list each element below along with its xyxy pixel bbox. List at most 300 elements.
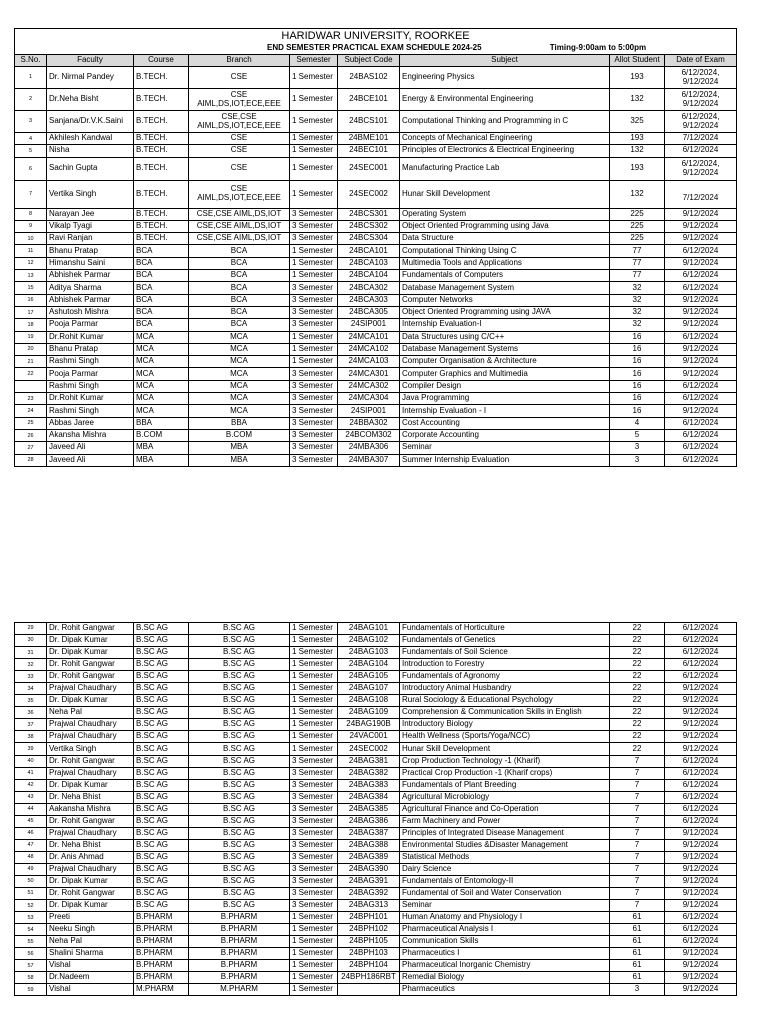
course-cell: B.SC AG — [134, 671, 189, 683]
branch-cell: CSE — [189, 133, 290, 145]
exam-date-cell: 6/12/2024 — [665, 282, 737, 294]
exam-date-cell: 6/12/2024 — [665, 270, 737, 282]
top-sheet — [14, 28, 736, 467]
semester-cell: 1 Semester — [290, 972, 338, 984]
faculty-cell: Abhishek Parmar — [47, 270, 134, 282]
table-row — [15, 888, 737, 900]
course-cell: M.PHARM — [134, 984, 189, 996]
faculty-cell: Dr.Neha Bisht — [47, 89, 134, 111]
faculty-cell: Vishal — [47, 960, 134, 972]
faculty-cell: Vertika Singh — [47, 743, 134, 755]
faculty-cell: Aditya Sharma — [47, 282, 134, 294]
subject-cell: Seminar — [400, 900, 610, 912]
subject-code-cell: 24BPH105 — [338, 936, 400, 948]
branch-cell: M.PHARM — [189, 984, 290, 996]
faculty-cell: Dr.Rohit Kumar — [47, 331, 134, 343]
allot-student-cell: 22 — [610, 719, 665, 731]
sno-cell: 22 — [15, 368, 47, 380]
exam-date-cell: 9/12/2024 — [665, 319, 737, 331]
table-body-top — [15, 67, 737, 467]
branch-cell: B.SC AG — [189, 719, 290, 731]
table-row — [15, 719, 737, 731]
exam-date-cell: 6/12/2024 — [665, 429, 737, 441]
allot-student-cell: 7 — [610, 839, 665, 851]
table-row — [15, 454, 737, 466]
subject-cell: Pharmaceutical Analysis I — [400, 924, 610, 936]
course-cell: B.SC AG — [134, 888, 189, 900]
subject-code-cell: 24BAG389 — [338, 851, 400, 863]
sno-cell: 17 — [15, 306, 47, 318]
subject-code-cell: 24BAS102 — [338, 67, 400, 89]
subject-cell: Object Oriented Programming using Java — [400, 220, 610, 232]
allot-student-cell: 22 — [610, 659, 665, 671]
branch-cell: B.SC AG — [189, 647, 290, 659]
subject-cell: Computational Thinking Using C — [400, 245, 610, 257]
semester-cell: 3 Semester — [290, 827, 338, 839]
table-row — [15, 319, 737, 331]
course-cell: MCA — [134, 405, 189, 417]
course-cell: BBA — [134, 417, 189, 429]
sno-cell: 43 — [15, 791, 47, 803]
subject-cell: Rural Sociology & Educational Psychology — [400, 695, 610, 707]
faculty-cell: Dr. Rohit Gangwar — [47, 671, 134, 683]
branch-cell: CSE — [189, 145, 290, 157]
semester-cell: 3 Semester — [290, 233, 338, 245]
subject-cell: Agricultural Finance and Co-Operation — [400, 803, 610, 815]
exam-date-cell: 9/12/2024 — [665, 960, 737, 972]
branch-cell: CSE,CSE AIML,DS,IOT,ECE,EEE — [189, 111, 290, 133]
allot-student-cell: 22 — [610, 731, 665, 743]
exam-date-cell: 6/12/2024, 9/12/2024 — [665, 111, 737, 133]
sno-cell: 9 — [15, 220, 47, 232]
table-row — [15, 368, 737, 380]
table-row — [15, 356, 737, 368]
branch-cell: B.SC AG — [189, 755, 290, 767]
subject-cell: Operating System — [400, 208, 610, 220]
faculty-cell: Dr. Dipak Kumar — [47, 647, 134, 659]
course-cell: BCA — [134, 270, 189, 282]
exam-date-cell: 6/12/2024 — [665, 623, 737, 635]
branch-cell: BBA — [189, 417, 290, 429]
course-cell: B.TECH. — [134, 145, 189, 157]
semester-cell: 3 Semester — [290, 863, 338, 875]
subject-code-cell: 24BAG109 — [338, 707, 400, 719]
subject-cell: Internship Evaluation-I — [400, 319, 610, 331]
subject-code-cell: 24BAG313 — [338, 900, 400, 912]
faculty-cell: Shalini Sharma — [47, 948, 134, 960]
subject-cell: Communication Skills — [400, 936, 610, 948]
bottom-sheet — [14, 622, 736, 996]
col-header-allot-student: Allot Student — [610, 55, 665, 67]
allot-student-cell: 16 — [610, 405, 665, 417]
semester-cell: 3 Semester — [290, 380, 338, 392]
course-cell: MBA — [134, 454, 189, 466]
subject-code-cell: 24BPH104 — [338, 960, 400, 972]
table-row — [15, 306, 737, 318]
subject-cell: Fundamentals of Horticulture — [400, 623, 610, 635]
allot-student-cell: 3 — [610, 442, 665, 454]
faculty-cell: Sachin Gupta — [47, 157, 134, 180]
sno-cell: 53 — [15, 912, 47, 924]
subject-cell: Database Management Systems — [400, 343, 610, 355]
subject-code-cell: 24BPH103 — [338, 948, 400, 960]
course-cell: BCA — [134, 257, 189, 269]
course-cell: MBA — [134, 442, 189, 454]
allot-student-cell: 7 — [610, 815, 665, 827]
branch-cell: B.SC AG — [189, 900, 290, 912]
faculty-cell: Pooja Parmar — [47, 319, 134, 331]
course-cell: B.PHARM — [134, 924, 189, 936]
faculty-cell: Prajwal Chaudhary — [47, 863, 134, 875]
course-cell: B.TECH. — [134, 89, 189, 111]
page-break — [0, 497, 768, 619]
exam-date-cell: 6/12/2024 — [665, 245, 737, 257]
exam-date-cell: 6/12/2024 — [665, 936, 737, 948]
branch-cell: B.SC AG — [189, 779, 290, 791]
table-row — [15, 405, 737, 417]
exam-date-cell: 9/12/2024 — [665, 356, 737, 368]
course-cell: B.TECH. — [134, 157, 189, 180]
course-cell: B.SC AG — [134, 683, 189, 695]
subject-cell: Data Structures using C/C++ — [400, 331, 610, 343]
course-cell: B.SC AG — [134, 731, 189, 743]
table-row — [15, 623, 737, 635]
table-row — [15, 343, 737, 355]
subject-code-cell: 24SEC001 — [338, 157, 400, 180]
col-header-date: Date of Exam — [665, 55, 737, 67]
subject-code-cell: 24MCA103 — [338, 356, 400, 368]
subject-cell: Farm Machinery and Power — [400, 815, 610, 827]
course-cell: BCA — [134, 294, 189, 306]
faculty-cell: Prajwal Chaudhary — [47, 767, 134, 779]
table-row — [15, 924, 737, 936]
course-cell: B.SC AG — [134, 635, 189, 647]
exam-date-cell: 9/12/2024 — [665, 405, 737, 417]
course-cell: BCA — [134, 306, 189, 318]
semester-cell: 1 Semester — [290, 671, 338, 683]
allot-student-cell: 7 — [610, 851, 665, 863]
sno-cell: 5 — [15, 145, 47, 157]
course-cell: B.SC AG — [134, 803, 189, 815]
semester-cell: 3 Semester — [290, 442, 338, 454]
subject-cell: Remedial Biology — [400, 972, 610, 984]
branch-cell: MCA — [189, 380, 290, 392]
course-cell: B.SC AG — [134, 900, 189, 912]
faculty-cell: Akhilesh Kandwal — [47, 133, 134, 145]
course-cell: MCA — [134, 393, 189, 405]
exam-date-cell: 9/12/2024 — [665, 343, 737, 355]
allot-student-cell: 16 — [610, 331, 665, 343]
table-row — [15, 647, 737, 659]
subject-cell: Engineering Physics — [400, 67, 610, 89]
semester-cell: 3 Semester — [290, 900, 338, 912]
table-row — [15, 671, 737, 683]
sno-cell: 36 — [15, 707, 47, 719]
faculty-cell: Dr. Dipak Kumar — [47, 875, 134, 887]
course-cell: B.SC AG — [134, 767, 189, 779]
branch-cell: MCA — [189, 405, 290, 417]
course-cell: B.TECH. — [134, 233, 189, 245]
sno-cell: 18 — [15, 319, 47, 331]
subject-code-cell: 24BCE101 — [338, 89, 400, 111]
faculty-cell: Neeku Singh — [47, 924, 134, 936]
sno-cell: 51 — [15, 888, 47, 900]
course-cell: B.PHARM — [134, 948, 189, 960]
exam-date-cell: 6/12/2024 — [665, 924, 737, 936]
sno-cell: 10 — [15, 233, 47, 245]
subject-cell: Human Anatomy and Physiology I — [400, 912, 610, 924]
semester-cell: 1 Semester — [290, 180, 338, 208]
exam-date-cell: 6/12/2024 — [665, 779, 737, 791]
exam-date-cell: 6/12/2024 — [665, 803, 737, 815]
course-cell: B.TECH. — [134, 67, 189, 89]
course-cell: MCA — [134, 368, 189, 380]
branch-cell: CSE AIML,DS,IOT,ECE,EEE — [189, 89, 290, 111]
sno-cell: 11 — [15, 245, 47, 257]
subtitle-row — [15, 43, 737, 55]
semester-cell: 3 Semester — [290, 368, 338, 380]
sno-cell: 8 — [15, 208, 47, 220]
subject-code-cell: 24MBA307 — [338, 454, 400, 466]
semester-cell: 3 Semester — [290, 294, 338, 306]
subject-cell: Comprehension & Communication Skills in English — [400, 707, 610, 719]
page-title: HARIDWAR UNIVERSITY, ROORKEE — [15, 29, 737, 44]
course-cell: B.SC AG — [134, 791, 189, 803]
table-row — [15, 145, 737, 157]
exam-date-cell: 9/12/2024 — [665, 294, 737, 306]
semester-cell: 3 Semester — [290, 306, 338, 318]
sno-cell: 29 — [15, 623, 47, 635]
faculty-cell: Aakansha Mishra — [47, 803, 134, 815]
branch-cell: MCA — [189, 331, 290, 343]
exam-date-cell: 6/12/2024 — [665, 647, 737, 659]
faculty-cell: Javeed Ali — [47, 442, 134, 454]
allot-student-cell: 16 — [610, 380, 665, 392]
sno-cell: 16 — [15, 294, 47, 306]
allot-student-cell: 61 — [610, 924, 665, 936]
subject-cell: Pharmaceutics — [400, 984, 610, 996]
table-row — [15, 659, 737, 671]
allot-student-cell: 4 — [610, 417, 665, 429]
subject-code-cell: 24BCA303 — [338, 294, 400, 306]
faculty-cell: Vertika Singh — [47, 180, 134, 208]
subject-code-cell: 24BPH102 — [338, 924, 400, 936]
course-cell: B.SC AG — [134, 875, 189, 887]
subject-cell: Multimedia Tools and Applications — [400, 257, 610, 269]
allot-student-cell: 7 — [610, 900, 665, 912]
branch-cell: BCA — [189, 319, 290, 331]
sno-cell: 56 — [15, 948, 47, 960]
sno-cell: 30 — [15, 635, 47, 647]
title-row — [15, 29, 737, 44]
col-header-sno: S.No. — [15, 55, 47, 67]
sno-cell: 49 — [15, 863, 47, 875]
subject-cell: Environmental Studies &Disaster Management — [400, 839, 610, 851]
faculty-cell: Dr. Dipak Kumar — [47, 635, 134, 647]
table-row — [15, 208, 737, 220]
semester-cell: 1 Semester — [290, 133, 338, 145]
course-cell: B.COM — [134, 429, 189, 441]
subject-cell: Health Wellness (Sports/Yoga/NCC) — [400, 731, 610, 743]
schedule-title: END SEMESTER PRACTICAL EXAM SCHEDULE 2024-25 — [267, 43, 482, 53]
exam-date-cell: 9/12/2024 — [665, 972, 737, 984]
faculty-cell: Himanshu Saini — [47, 257, 134, 269]
table-row — [15, 180, 737, 208]
allot-student-cell: 193 — [610, 133, 665, 145]
semester-cell: 3 Semester — [290, 888, 338, 900]
branch-cell: B.SC AG — [189, 659, 290, 671]
faculty-cell: Dr. Neha Bhist — [47, 791, 134, 803]
course-cell: MCA — [134, 343, 189, 355]
faculty-cell: Dr. Rohit Gangwar — [47, 659, 134, 671]
faculty-cell: Prajwal Chaudhary — [47, 731, 134, 743]
course-cell: B.TECH. — [134, 111, 189, 133]
subject-code-cell: 24BAG102 — [338, 635, 400, 647]
subject-code-cell: 24SEC002 — [338, 180, 400, 208]
table-row — [15, 294, 737, 306]
course-cell: B.SC AG — [134, 779, 189, 791]
subject-code-cell: 24MCA102 — [338, 343, 400, 355]
table-row — [15, 912, 737, 924]
allot-student-cell: 77 — [610, 257, 665, 269]
exam-date-cell: 7/12/2024 — [665, 133, 737, 145]
allot-student-cell: 61 — [610, 912, 665, 924]
allot-student-cell: 132 — [610, 89, 665, 111]
course-cell: B.SC AG — [134, 659, 189, 671]
subject-code-cell: 24BAG387 — [338, 827, 400, 839]
subject-cell: Pharmaceutics I — [400, 948, 610, 960]
exam-date-cell: 9/12/2024 — [665, 839, 737, 851]
allot-student-cell: 22 — [610, 683, 665, 695]
semester-cell: 1 Semester — [290, 948, 338, 960]
semester-cell: 3 Semester — [290, 220, 338, 232]
subject-code-cell: 24BCA302 — [338, 282, 400, 294]
semester-cell: 3 Semester — [290, 417, 338, 429]
semester-cell: 1 Semester — [290, 145, 338, 157]
exam-date-cell: 9/12/2024 — [665, 888, 737, 900]
branch-cell: B.SC AG — [189, 863, 290, 875]
table-row — [15, 803, 737, 815]
allot-student-cell: 32 — [610, 306, 665, 318]
table-row — [15, 111, 737, 133]
allot-student-cell: 325 — [610, 111, 665, 133]
semester-cell: 1 Semester — [290, 936, 338, 948]
sno-cell: 57 — [15, 960, 47, 972]
branch-cell: BCA — [189, 245, 290, 257]
subject-cell: Fundamentals of Genetics — [400, 635, 610, 647]
subject-cell: Computer Graphics and Multimedia — [400, 368, 610, 380]
sno-cell: 1 — [15, 67, 47, 89]
table-row — [15, 972, 737, 984]
branch-cell: CSE — [189, 157, 290, 180]
course-cell: B.SC AG — [134, 719, 189, 731]
table-row — [15, 683, 737, 695]
subject-code-cell: 24BAG382 — [338, 767, 400, 779]
subject-code-cell: 24BAG107 — [338, 683, 400, 695]
exam-date-cell: 9/12/2024 — [665, 368, 737, 380]
subject-cell: Fundamental of Soil and Water Conservation — [400, 888, 610, 900]
subject-cell: Database Management System — [400, 282, 610, 294]
sno-cell: 33 — [15, 671, 47, 683]
sno-cell: 7 — [15, 180, 47, 208]
subject-code-cell: 24BPH186RBT — [338, 972, 400, 984]
faculty-cell: Narayan Jee — [47, 208, 134, 220]
subject-cell: Concepts of Mechanical Engineering — [400, 133, 610, 145]
sno-cell: 25 — [15, 417, 47, 429]
faculty-cell: Javeed Ali — [47, 454, 134, 466]
sno-cell: 34 — [15, 683, 47, 695]
allot-student-cell: 225 — [610, 208, 665, 220]
branch-cell: MCA — [189, 393, 290, 405]
course-cell: B.SC AG — [134, 863, 189, 875]
semester-cell: 1 Semester — [290, 623, 338, 635]
branch-cell: B.SC AG — [189, 707, 290, 719]
semester-cell: 3 Semester — [290, 779, 338, 791]
course-cell: B.TECH. — [134, 133, 189, 145]
table-row — [15, 220, 737, 232]
course-cell: B.PHARM — [134, 912, 189, 924]
course-cell: B.TECH. — [134, 180, 189, 208]
sno-cell: 21 — [15, 356, 47, 368]
subject-code-cell: 24SIP001 — [338, 319, 400, 331]
faculty-cell: Dr. Rohit Gangwar — [47, 815, 134, 827]
semester-cell: 1 Semester — [290, 683, 338, 695]
branch-cell: MCA — [189, 368, 290, 380]
table-row — [15, 331, 737, 343]
branch-cell: B.SC AG — [189, 839, 290, 851]
allot-student-cell: 193 — [610, 67, 665, 89]
sno-cell: 27 — [15, 442, 47, 454]
course-cell: B.SC AG — [134, 695, 189, 707]
allot-student-cell: 77 — [610, 245, 665, 257]
semester-cell: 1 Semester — [290, 743, 338, 755]
subject-code-cell: 24BAG108 — [338, 695, 400, 707]
branch-cell: B.SC AG — [189, 635, 290, 647]
branch-cell: B.SC AG — [189, 623, 290, 635]
allot-student-cell: 7 — [610, 875, 665, 887]
allot-student-cell: 7 — [610, 755, 665, 767]
subject-cell: Crop Production Technology -1 (Kharif) — [400, 755, 610, 767]
subject-code-cell: 24BAG388 — [338, 839, 400, 851]
sno-cell: 44 — [15, 803, 47, 815]
allot-student-cell: 7 — [610, 767, 665, 779]
faculty-cell: Abbas Jaree — [47, 417, 134, 429]
allot-student-cell: 5 — [610, 429, 665, 441]
subject-cell: Hunar Skill Development — [400, 743, 610, 755]
allot-student-cell: 22 — [610, 671, 665, 683]
subject-code-cell: 24BCA103 — [338, 257, 400, 269]
exam-date-cell: 6/12/2024 — [665, 815, 737, 827]
faculty-cell: Dr. Dipak Kumar — [47, 779, 134, 791]
exam-date-cell: 6/12/2024 — [665, 417, 737, 429]
sno-cell — [15, 380, 47, 392]
semester-cell: 1 Semester — [290, 695, 338, 707]
faculty-cell: Prajwal Chaudhary — [47, 827, 134, 839]
branch-cell: B.SC AG — [189, 683, 290, 695]
branch-cell: BCA — [189, 306, 290, 318]
semester-cell: 1 Semester — [290, 635, 338, 647]
branch-cell: MBA — [189, 454, 290, 466]
subject-cell: Energy & Environmental Engineering — [400, 89, 610, 111]
exam-date-cell: 9/12/2024 — [665, 257, 737, 269]
subject-cell: Data Structure — [400, 233, 610, 245]
sno-cell: 58 — [15, 972, 47, 984]
allot-student-cell: 77 — [610, 270, 665, 282]
schedule-table-top — [14, 28, 737, 467]
faculty-cell: Dr.Rohit Kumar — [47, 393, 134, 405]
course-cell: B.SC AG — [134, 623, 189, 635]
faculty-cell: Dr. Dipak Kumar — [47, 900, 134, 912]
